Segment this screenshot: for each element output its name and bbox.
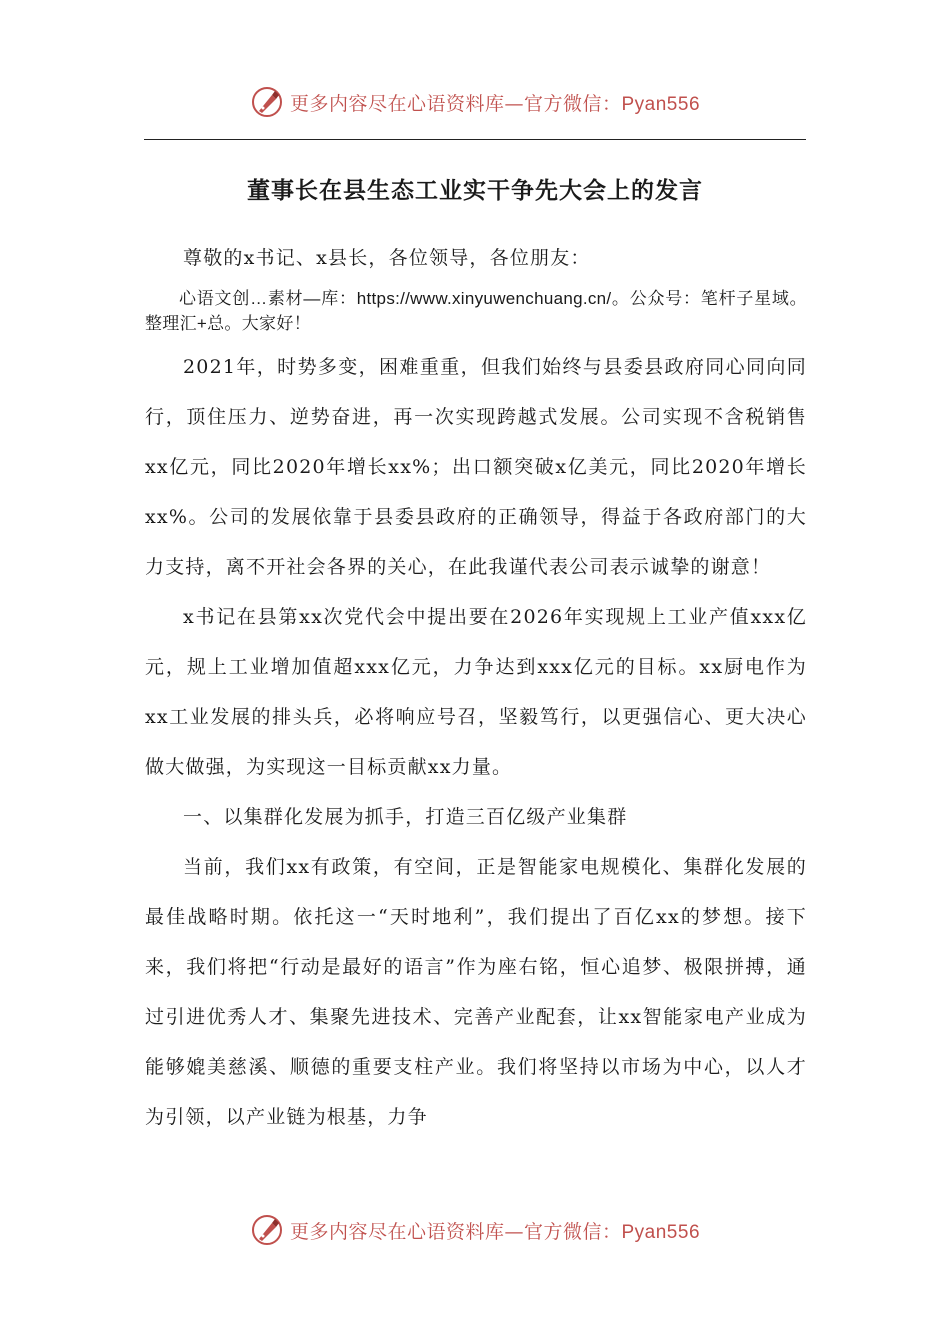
header-wechat-id: Pyan556 [621, 93, 701, 115]
pen-nib-logo-icon [250, 1213, 284, 1247]
header-banner-text: 更多内容尽在心语资料库—官方微信：Pyan556 [289, 92, 701, 115]
body-paragraph: 2021年，时势多变，困难重重，但我们始终与县委县政府同心同向同行，顶住压力、逆势奋进，再一次实现跨越式发展。公司实现不含税销售xx亿元，同比2020年增长xx%；出口额突破x亿美元，同比2020年增长xx%。公司的发展依靠于县委县政府的正确领导，得益于各政府部门的大力支持，离不开社会各界的关心，在此我谨代表公司表示诚挚的谢意！ [145, 356, 807, 578]
header-banner [0, 82, 950, 122]
pen-nib-logo-icon [250, 85, 284, 119]
footer-banner-text: 更多内容尽在心语资料库—官方微信：Pyan556 [289, 1220, 701, 1243]
section-heading: 一、以集群化发展为抓手，打造三百亿级产业集群 [183, 806, 628, 828]
header-divider [144, 139, 806, 140]
body-paragraph: x书记在县第xx次党代会中提出要在2026年实现规上工业产值xxx亿元，规上工业增加值超xxx亿元，力争达到xxx亿元的目标。xx厨电作为xx工业发展的排头兵，必将响应号召，坚毅笃行，以更强信心、更大决心做大做强，为实现这一目标贡献xx力量。 [145, 606, 807, 778]
footer-banner [0, 1210, 950, 1250]
document-body [145, 233, 807, 1142]
greeting-paragraph: 尊敬的x书记、x县长，各位领导，各位朋友： [183, 247, 591, 269]
body-paragraph: 当前，我们xx有政策，有空间，正是智能家电规模化、集群化发展的最佳战略时期。依托这一“天时地利”，我们提出了百亿xx的梦想。接下来，我们将把“行动是最好的语言”作为座右铭，恒心追梦、极限拼搏，通过引进优秀人才、集聚先进技术、完善产业配套，让xx智能家电产业成为能够媲美慈溪、顺德的重要支柱产业。我们将坚持以市场为中心，以人才为引领，以产业链为根基，力争 [145, 856, 807, 1128]
document-title: 董事长在县生态工业实干争先大会上的发言 [247, 177, 703, 204]
source-note-paragraph: 心语文创…素材—库：https://www.xinyuwenchuang.cn/。公众号：笔杆子星域。整理汇+总。大家好！ [145, 289, 807, 333]
footer-wechat-id: Pyan556 [621, 1221, 701, 1243]
